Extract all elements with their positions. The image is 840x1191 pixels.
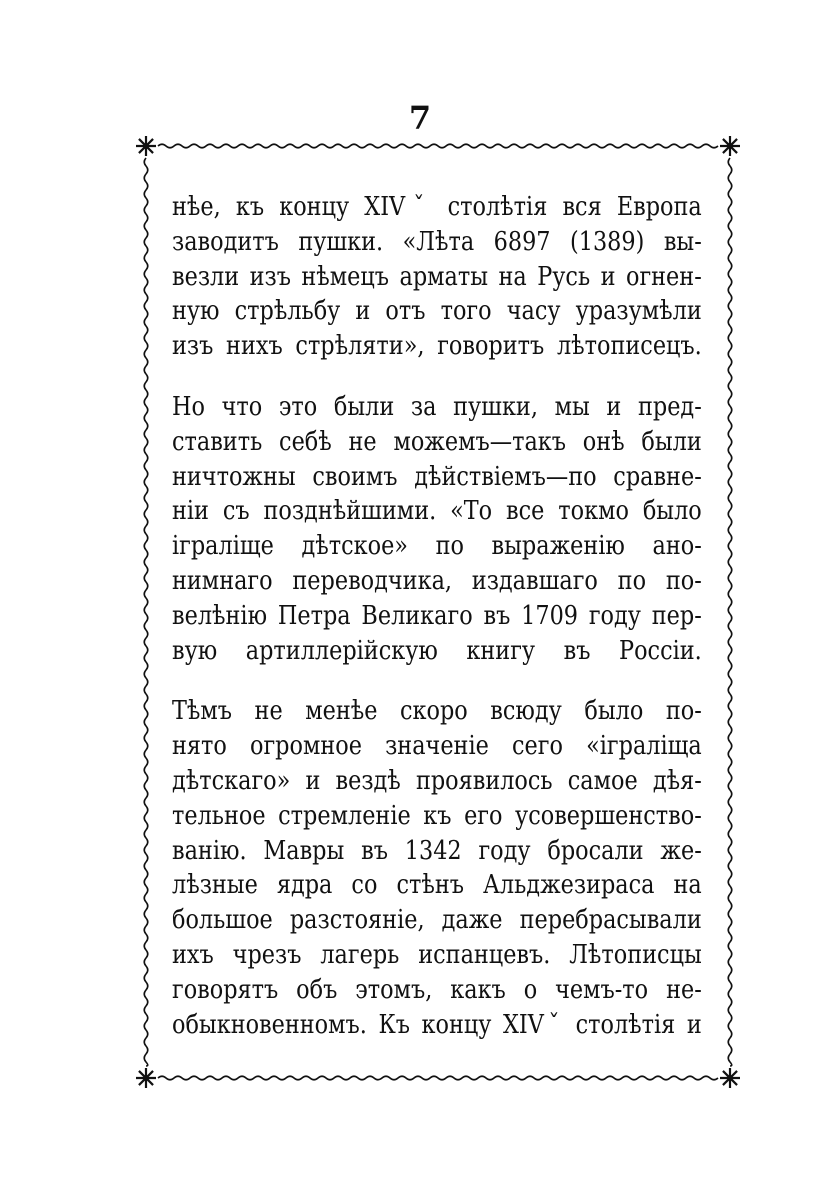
text-line: вую артиллерійскую книгу въ Россіи. (172, 635, 702, 666)
text-line: обыкновенномъ. Къ концу XIVˇ столѣтія и (172, 1009, 702, 1040)
text-line: везли изъ нѣмецъ арматы на Русь и огнен- (172, 261, 702, 292)
text-line: ставить себѣ не можемъ—такъ онѣ были (172, 426, 702, 457)
corner-star-icon (720, 136, 740, 156)
border-right (728, 158, 732, 1066)
text-line: большое разстояніе, даже перебрасывали (172, 905, 702, 936)
corner-star-icon (136, 136, 156, 156)
text-line: ніи съ позднѣйшими. «То все токмо было (172, 496, 702, 527)
text-line: говорятъ объ этомъ, какъ о чемъ-то не- (172, 974, 702, 1005)
paragraph-3 (172, 694, 702, 1042)
text-line: ничтожны своимъ дѣйствіемъ—по сравне- (172, 461, 702, 492)
text-line: нято огромное значеніе сего «іграліща (172, 731, 702, 762)
corner-star-icon (136, 1068, 156, 1088)
paragraph-1 (172, 190, 702, 364)
page-number: 7 (408, 99, 432, 137)
page-body (172, 190, 702, 1042)
text-line: изъ нихъ стрѣляти», говоритъ лѣтописецъ. (172, 331, 702, 362)
border-top (158, 144, 718, 148)
text-line: ную стрѣльбу и отъ того часу уразумѣли (172, 296, 702, 327)
text-line: ихъ чрезъ лагерь испанцевъ. Лѣтописцы (172, 939, 702, 970)
text-line: велѣнію Петра Великаго въ 1709 году пер- (172, 600, 702, 631)
paragraph-2 (172, 390, 702, 668)
text-line: дѣтскаго» и вездѣ проявилось самое дѣя- (172, 765, 702, 796)
text-line: іграліще дѣтское» по выраженію ано- (172, 531, 702, 562)
text-line: ванію. Мавры въ 1342 году бросали же- (172, 835, 702, 866)
text-line: Но что это были за пушки, мы и пред- (172, 391, 702, 422)
text-line: нѣе, къ концу XIVˇ столѣтія вся Европа (172, 192, 702, 222)
border-bottom (158, 1076, 718, 1080)
border-left (144, 158, 148, 1066)
text-line: лѣзные ядра со стѣнъ Альджезираса на (172, 870, 702, 901)
corner-star-icon (720, 1068, 740, 1088)
text-line: тельное стремленіе къ его усовершенство- (172, 800, 702, 831)
text-line: нимнаго переводчика, издавшаго по по- (172, 565, 702, 596)
text-line: Тѣмъ не менѣе скоро всюду было по- (172, 696, 702, 727)
text-line: заводитъ пушки. «Лѣта 6897 (1389) вы- (172, 226, 702, 257)
